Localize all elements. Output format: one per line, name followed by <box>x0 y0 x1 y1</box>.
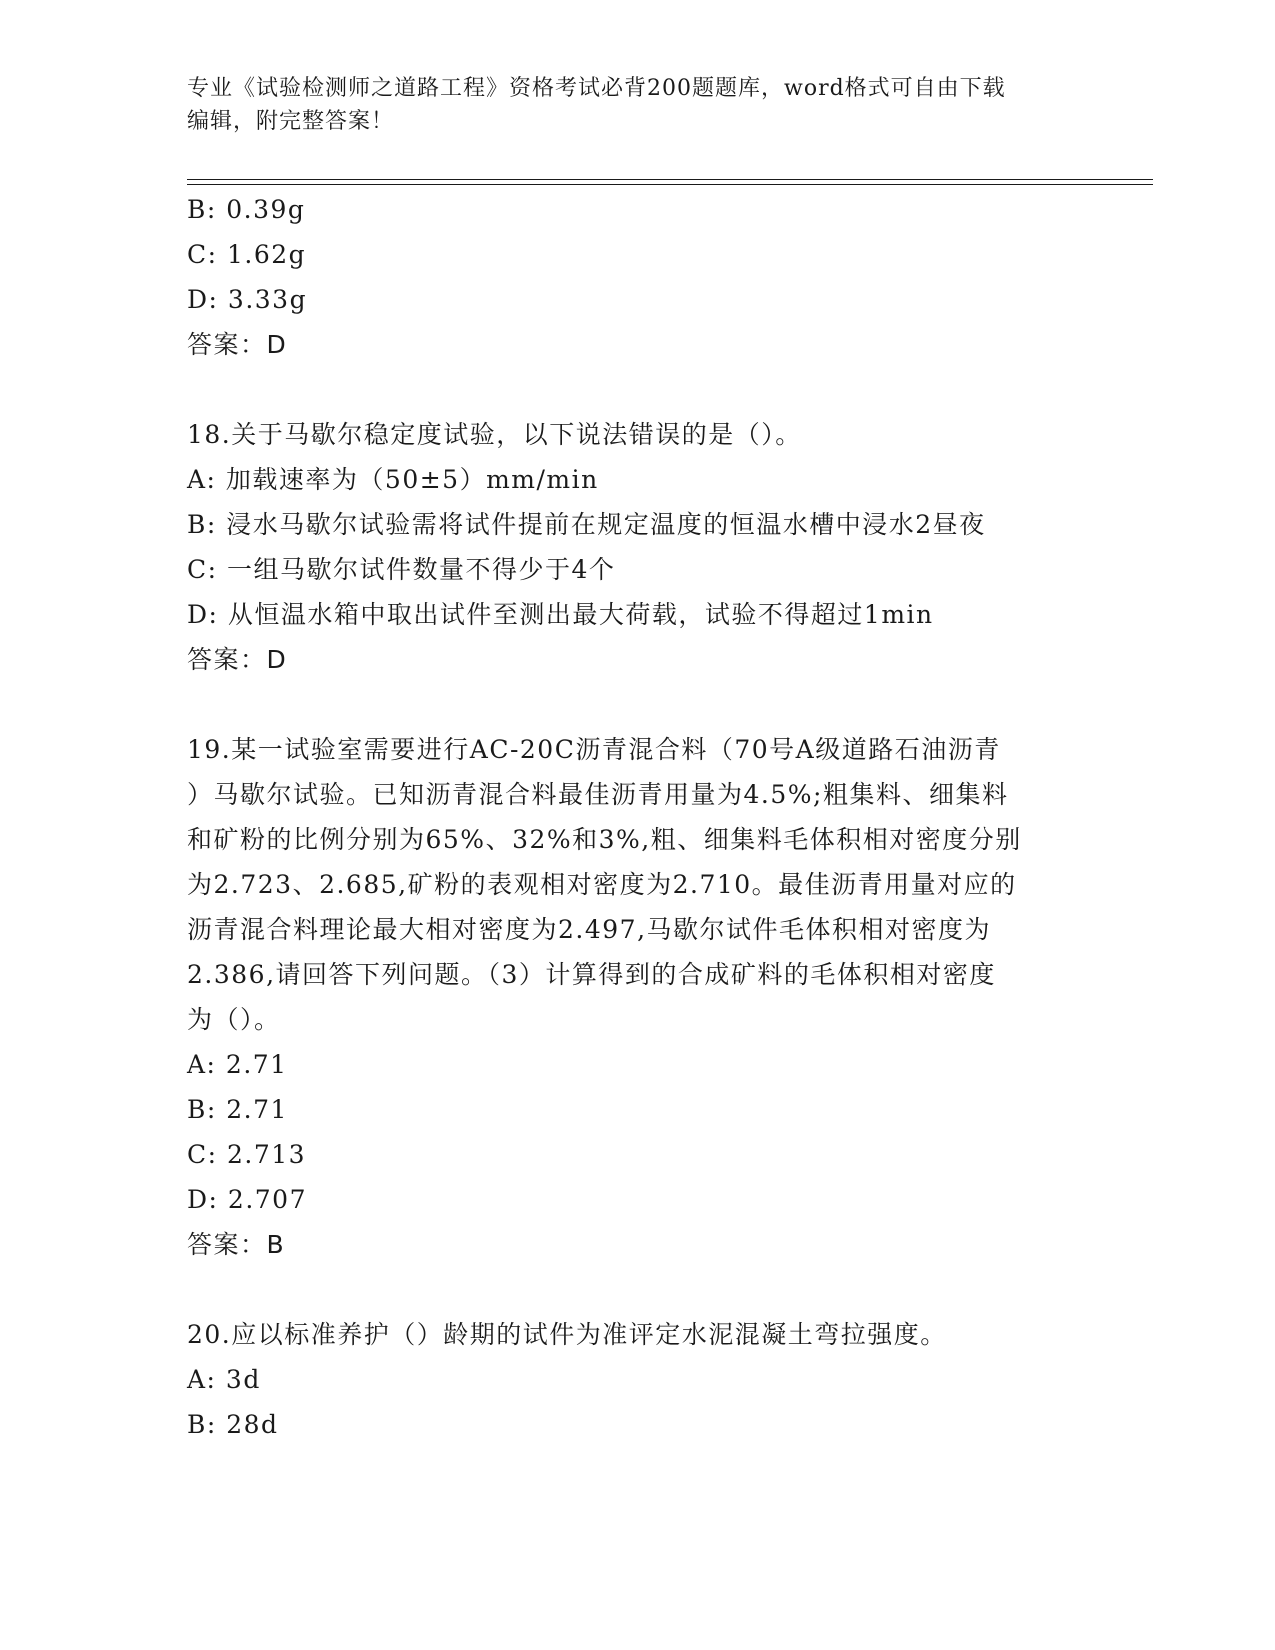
prev-answer: 答案：D <box>187 330 288 359</box>
q18-option-b: B: 浸水马歇尔试验需将试件提前在规定温度的恒温水槽中浸水2昼夜 <box>187 510 986 539</box>
q20-stem: 20.应以标准养护（）龄期的试件为准评定水泥混凝土弯拉强度。 <box>187 1320 947 1349</box>
q19-option-d: D: 2.707 <box>187 1185 307 1214</box>
prev-option-d: D: 3.33g <box>187 285 308 314</box>
q19-option-b: B: 2.71 <box>187 1095 288 1124</box>
prev-option-b: B: 0.39g <box>187 195 306 224</box>
q19-stem-line-5: 沥青混合料理论最大相对密度为2.497,马歇尔试件毛体积相对密度为 <box>187 915 992 944</box>
header-line-2: 编辑，附完整答案！ <box>187 109 395 134</box>
q19-stem-line-4: 为2.723、2.685,矿粉的表观相对密度为2.710。最佳沥青用量对应的 <box>187 870 1017 899</box>
q18-option-d: D: 从恒温水箱中取出试件至测出最大荷载，试验不得超过1min <box>187 600 934 629</box>
q18-option-c: C: 一组马歇尔试件数量不得少于4个 <box>187 555 616 584</box>
header-divider-top <box>187 179 1153 180</box>
q19-stem-line-3: 和矿粉的比例分别为65%、32%和3%,粗、细集料毛体积相对密度分别 <box>187 825 1022 854</box>
document-header <box>187 72 1087 138</box>
q19-option-a: A: 2.71 <box>187 1050 288 1079</box>
q19-stem-line-1: 19.某一试验室需要进行AC-20C沥青混合料（70号A级道路石油沥青 <box>187 735 1001 764</box>
q19-stem-line-7: 为（）。 <box>187 1005 281 1034</box>
q19-stem-line-2: ）马歇尔试验。已知沥青混合料最佳沥青用量为4.5%;粗集料、细集料 <box>187 780 1009 809</box>
q19-answer: 答案：B <box>187 1230 286 1259</box>
prev-option-c: C: 1.62g <box>187 240 307 269</box>
q19-stem-line-6: 2.386,请回答下列问题。（3）计算得到的合成矿料的毛体积相对密度 <box>187 960 996 989</box>
q20-option-a: A: 3d <box>187 1365 261 1394</box>
q18-stem: 18.关于马歇尔稳定度试验，以下说法错误的是（）。 <box>187 420 802 449</box>
q19-option-c: C: 2.713 <box>187 1140 307 1169</box>
q20-option-b: B: 28d <box>187 1410 279 1439</box>
header-divider-bottom <box>187 184 1153 185</box>
header-line-1: 专业《试验检测师之道路工程》资格考试必背200题题库，word格式可自由下载 <box>187 76 1006 101</box>
q18-answer: 答案：D <box>187 645 288 674</box>
q18-option-a: A: 加载速率为（50±5）mm/min <box>187 465 599 494</box>
